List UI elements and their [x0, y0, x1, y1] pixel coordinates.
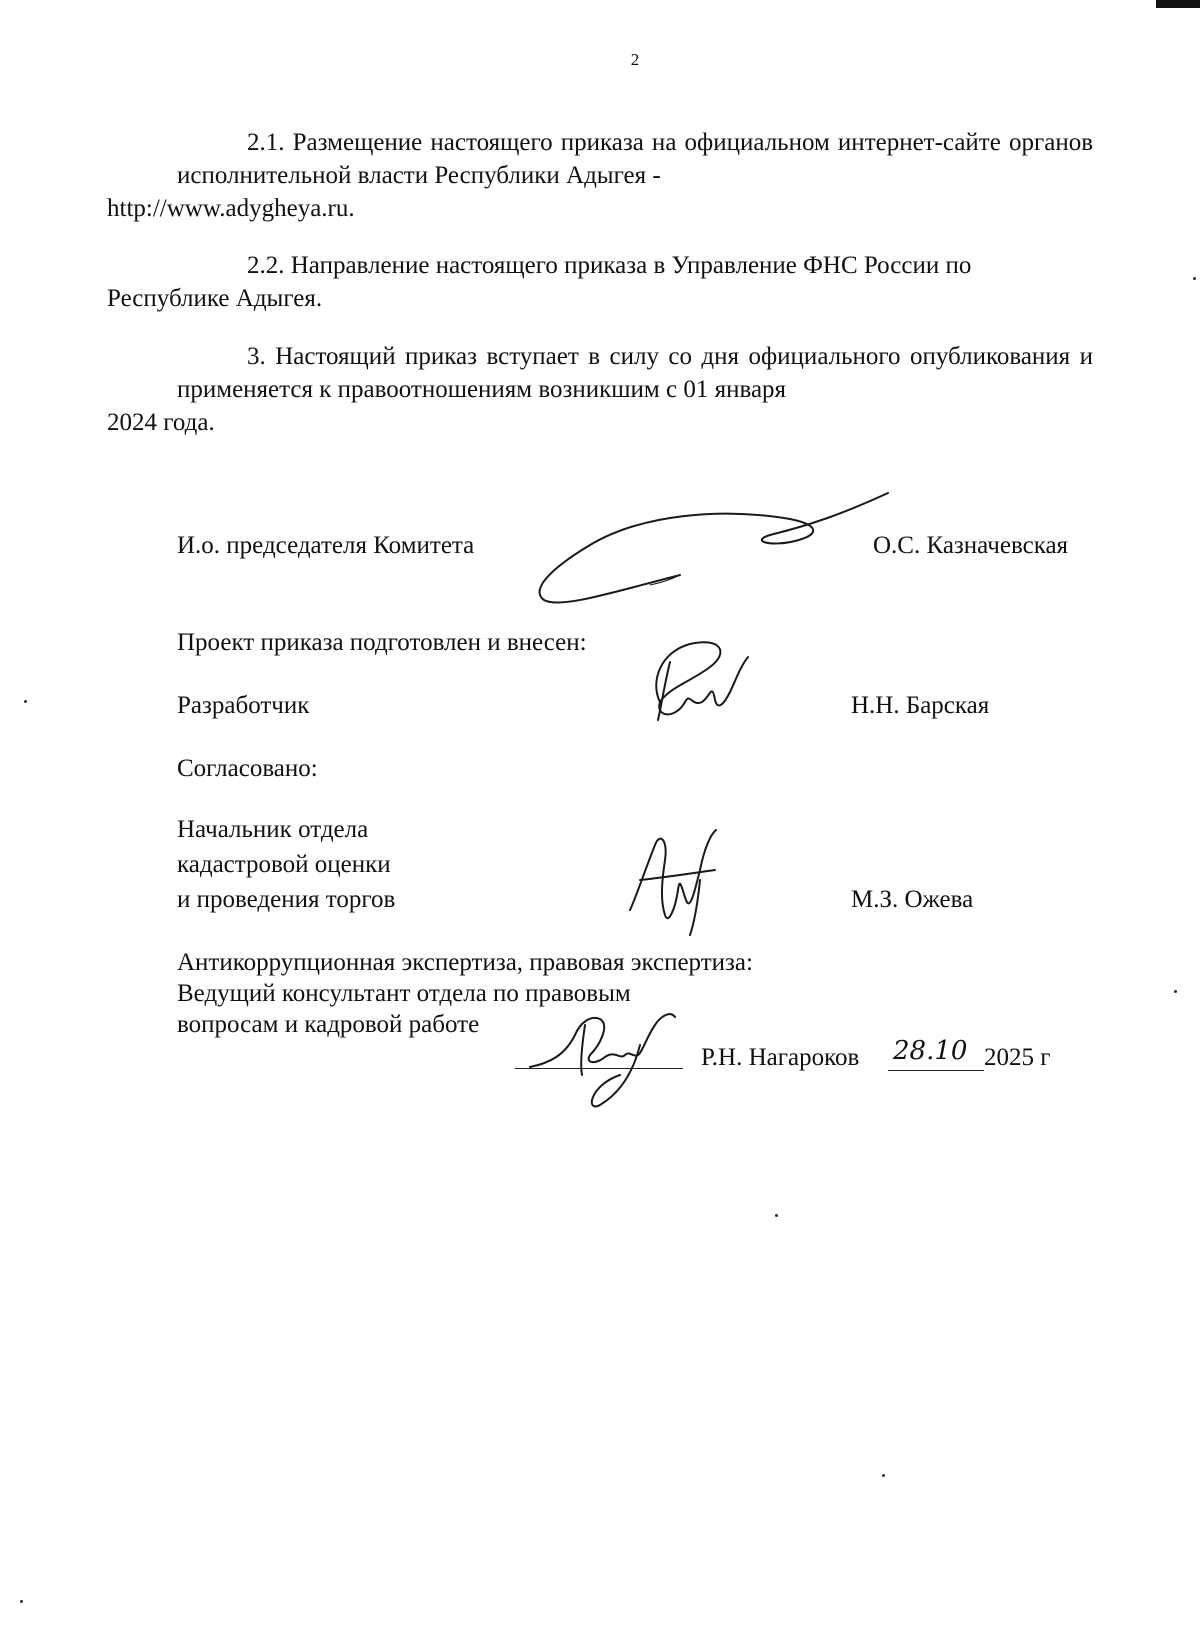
consultant-date-line [888, 1070, 984, 1071]
department-head-position-line-1: Начальник отдела [177, 816, 369, 843]
scan-speck [20, 1600, 23, 1603]
paragraph-2-1-url: http://www.adygheya.ru. [107, 195, 355, 222]
scan-edge-mark [1156, 0, 1200, 8]
developer-position: Разработчик [177, 692, 310, 719]
scan-speck [24, 700, 27, 703]
expertise-label: Антикоррупционная экспертиза, правовая экспертиза: [177, 949, 753, 976]
developer-signature [630, 632, 770, 732]
consultant-position-line-1: Ведущий консультант отдела по правовым [177, 980, 631, 1007]
scan-speck [882, 1474, 885, 1477]
scan-speck [775, 1214, 778, 1217]
paragraph-3-end: 2024 года. [107, 409, 215, 436]
scan-speck [1193, 277, 1196, 280]
paragraph-3 [107, 340, 1093, 439]
page-number: 2 [630, 50, 640, 69]
consultant-name: Р.Н. Нагароков [701, 1044, 860, 1071]
paragraph-2-2 [107, 249, 1093, 315]
paragraph-2-2-text: 2.2. Направление настоящего приказа в Управление ФНС России по [247, 252, 972, 279]
scan-speck [1174, 990, 1177, 993]
agreed-label: Согласовано: [177, 755, 318, 782]
consultant-date-handwritten: 28.10 [893, 1036, 968, 1066]
department-head-position-line-2: кадастровой оценки [177, 851, 391, 878]
consultant-signature [530, 1005, 700, 1115]
developer-name: Н.Н. Барская [851, 692, 990, 719]
paragraph-2-2-end: Республике Адыгея. [107, 285, 323, 312]
department-head-signature [620, 820, 740, 940]
department-head-position-line-3: и проведения торгов [177, 886, 396, 913]
paragraph-2-1-text: 2.1. Размещение настоящего приказа на официальном интернет-сайте органов исполнительной власти Республики Адыгея - [177, 129, 1093, 189]
chairman-position: И.о. председателя Комитета [177, 532, 475, 559]
paragraph-3-text: 3. Настоящий приказ вступает в силу со дня официального опубликования и применяется к правоотношениям возникшим с 01 января [177, 343, 1093, 403]
prepared-by-label: Проект приказа подготовлен и внесен: [177, 629, 587, 656]
chairman-signature [520, 485, 900, 615]
chairman-name: О.С. Казначевская [873, 532, 1069, 559]
paragraph-2-1 [107, 126, 1093, 225]
consultant-date-suffix: 2025 г [984, 1044, 1051, 1071]
department-head-name: М.З. Ожева [851, 886, 974, 913]
consultant-position-line-2: вопросам и кадровой работе [177, 1011, 480, 1038]
